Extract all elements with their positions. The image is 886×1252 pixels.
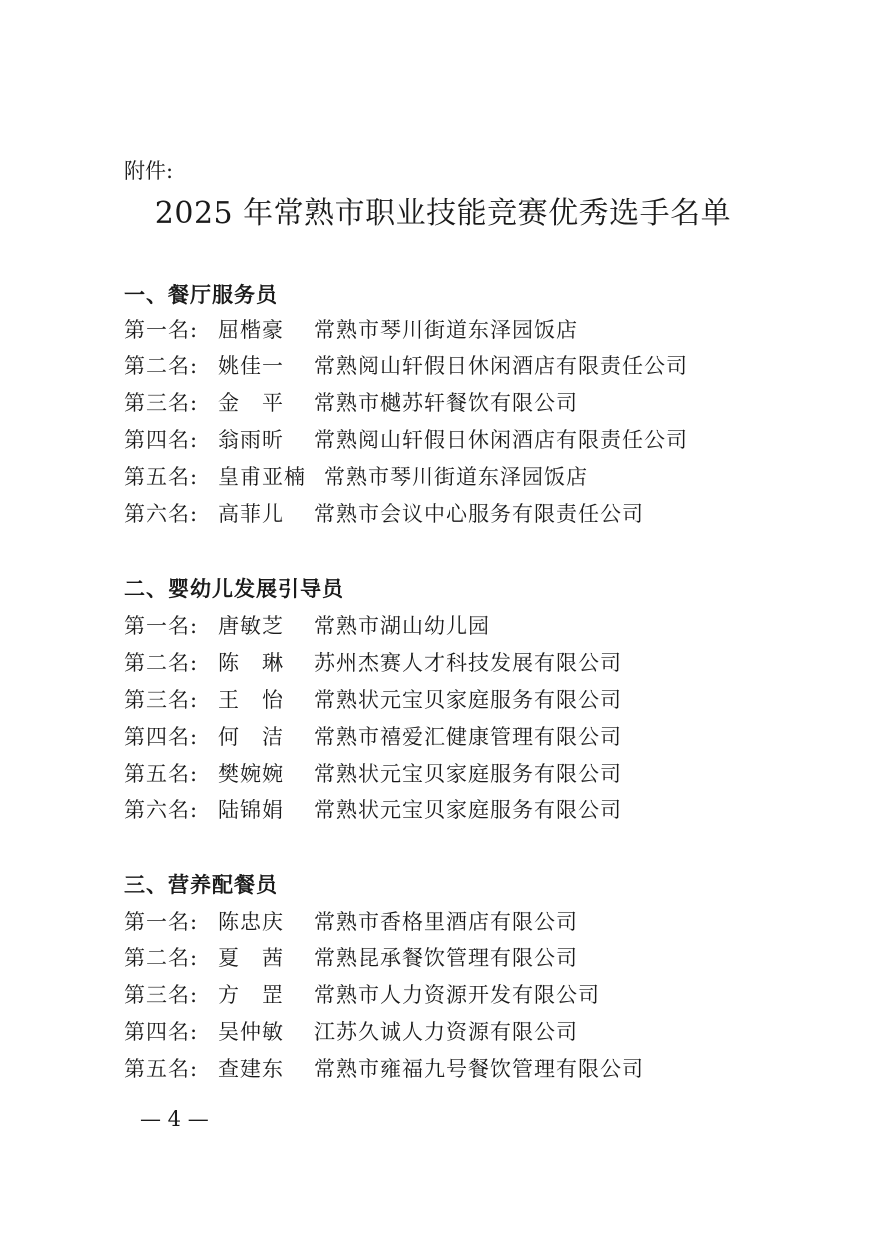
winner-name: 陈忠庆	[218, 910, 284, 934]
winner-organization: 常熟阅山轩假日休闲酒店有限责任公司	[314, 354, 688, 378]
winner-name: 姚佳一	[218, 354, 284, 378]
winner-name: 何 洁	[218, 725, 284, 749]
winner-organization: 常熟昆承餐饮管理有限公司	[314, 946, 578, 970]
winner-name: 陆锦娟	[218, 798, 284, 822]
winner-name: 查建东	[218, 1057, 284, 1081]
winner-organization: 常熟市人力资源开发有限公司	[314, 983, 600, 1007]
rank-label: 第四名:	[124, 428, 199, 452]
rank-label: 第二名:	[124, 946, 199, 970]
winner-organization: 苏州杰赛人才科技发展有限公司	[314, 651, 622, 675]
page-title: 2025 年常熟市职业技能竞赛优秀选手名单	[154, 196, 732, 231]
winner-organization: 常熟阅山轩假日休闲酒店有限责任公司	[314, 428, 688, 452]
winner-organization: 常熟状元宝贝家庭服务有限公司	[314, 688, 622, 712]
rank-label: 第五名:	[124, 465, 199, 489]
rank-label: 第一名:	[124, 318, 199, 342]
winner-name: 王 怡	[218, 688, 284, 712]
rank-label: 第四名:	[124, 1020, 199, 1044]
winner-organization: 常熟市香格里酒店有限公司	[314, 910, 578, 934]
winner-name: 吴仲敏	[218, 1020, 284, 1044]
winner-organization: 常熟市会议中心服务有限责任公司	[314, 502, 644, 526]
rank-label: 第三名:	[124, 391, 199, 415]
section-heading-nutrition-meal-planner: 三、营养配餐员	[124, 873, 278, 897]
winner-name: 陈 琳	[218, 651, 284, 675]
winner-organization: 常熟状元宝贝家庭服务有限公司	[314, 762, 622, 786]
winner-organization: 常熟市琴川街道东泽园饭店	[324, 465, 588, 489]
winner-name: 皇甫亚楠	[218, 465, 306, 489]
winner-organization: 常熟市樾苏轩餐饮有限公司	[314, 391, 578, 415]
winner-name: 唐敏芝	[218, 614, 284, 638]
rank-label: 第一名:	[124, 614, 199, 638]
winner-name: 金 平	[218, 391, 284, 415]
rank-label: 第一名:	[124, 910, 199, 934]
winner-organization: 常熟状元宝贝家庭服务有限公司	[314, 798, 622, 822]
page-number: — 4 —	[140, 1107, 209, 1131]
winner-name: 翁雨昕	[218, 428, 284, 452]
section-heading-restaurant-server: 一、餐厅服务员	[124, 283, 278, 307]
winner-name: 屈楷豪	[218, 318, 284, 342]
rank-label: 第二名:	[124, 651, 199, 675]
rank-label: 第三名:	[124, 983, 199, 1007]
rank-label: 第五名:	[124, 1057, 199, 1081]
rank-label: 第二名:	[124, 354, 199, 378]
winner-name: 方 罡	[218, 983, 284, 1007]
rank-label: 第六名:	[124, 502, 199, 526]
section-heading-infant-development-guide: 二、婴幼儿发展引导员	[124, 577, 344, 601]
rank-label: 第六名:	[124, 798, 199, 822]
winner-organization: 常熟市琴川街道东泽园饭店	[314, 318, 578, 342]
attachment-label: 附件:	[124, 159, 174, 183]
winner-organization: 江苏久诚人力资源有限公司	[314, 1020, 578, 1044]
winner-organization: 常熟市禧爱汇健康管理有限公司	[314, 725, 622, 749]
rank-label: 第五名:	[124, 762, 199, 786]
winner-name: 夏 茜	[218, 946, 284, 970]
winner-name: 高菲儿	[218, 502, 284, 526]
winner-organization: 常熟市湖山幼儿园	[314, 614, 490, 638]
winner-organization: 常熟市雍福九号餐饮管理有限公司	[314, 1057, 644, 1081]
rank-label: 第四名:	[124, 725, 199, 749]
rank-label: 第三名:	[124, 688, 199, 712]
winner-name: 樊婉婉	[218, 762, 284, 786]
